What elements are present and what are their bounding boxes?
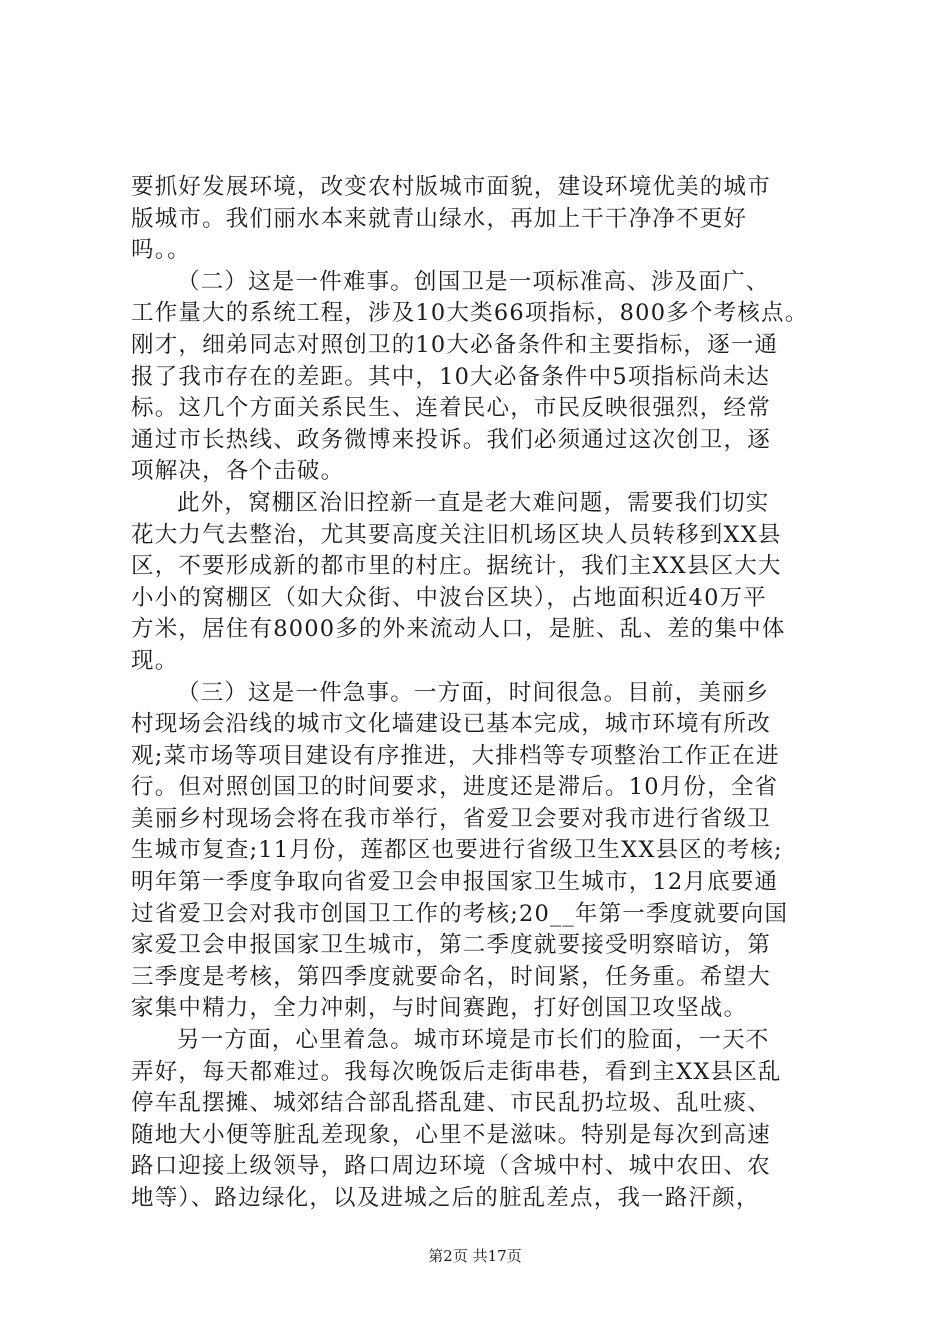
text-line: 家集中精力，全力冲刺，与时间赛跑，打好创国卫攻坚战。 (131, 995, 748, 1022)
text-line: 另一方面，心里着急。城市环境是市长们的脸面，一天不 (177, 1027, 770, 1054)
text-line: 村现场会沿线的城市文化墙建设已基本完成，城市环境有所改 (131, 711, 771, 738)
text-line: 弄好，每天都难过。我每次晚饭后走街串巷，看到主XX县区乱 (131, 1058, 782, 1085)
text-line: 地等）、路边绿化，以及进城之后的脏乱差点，我一路汗颜， (131, 1185, 760, 1211)
document-body (131, 172, 846, 1215)
text-line: 通过市长热线、政务微博来投诉。我们必须通过这次创卫，逐 (131, 426, 771, 453)
text-line: 家爱卫会申报国家卫生城市，第二季度就要接受明察暗访，第 (131, 932, 771, 959)
text-line: 随地大小便等脏乱差现象，心里不是滋味。特别是每次到高速 (131, 1121, 771, 1148)
text-line: 报了我市存在的差距。其中，10大必备条件中5项指标尚未达 (131, 363, 771, 390)
text-line: 路口迎接上级领导，路口周边环境（含城中村、城中农田、农 (131, 1153, 771, 1180)
text-line: 方米，居住有8000多的外来流动人口，是脏、乱、差的集中体 (131, 616, 786, 643)
text-line: 停车乱摆摊、城郊结合部乱搭乱建、市民乱扔垃圾、乱吐痰、 (131, 1090, 771, 1117)
text-line: 过省爱卫会对我市创国卫工作的考核;20__年第一季度就要向国 (131, 900, 789, 927)
text-line: 区，不要形成新的都市里的村庄。据统计，我们主XX县区大大 (131, 553, 782, 580)
text-line: 此外，窝棚区治旧控新一直是老大难问题，需要我们切实 (177, 489, 770, 516)
text-line: 生城市复查;11月份，莲都区也要进行省级卫生XX县区的考核; (131, 837, 783, 864)
text-line: 要抓好发展环境，改变农村版城市面貌，建设环境优美的城市 (131, 174, 771, 200)
text-line: （二）这是一件难事。创国卫是一项标准高、涉及面广、 (177, 268, 770, 295)
text-line: 现。 (131, 647, 179, 674)
text-line: （三）这是一件急事。一方面，时间很急。目前，美丽乡 (177, 679, 770, 706)
text-line: 美丽乡村现场会将在我市举行，省爱卫会要对我市进行省级卫 (131, 805, 771, 832)
text-line: 刚才，细弟同志对照创卫的10大必备条件和主要指标，逐一通 (131, 331, 779, 358)
text-line: 观;菜市场等项目建设有序推进，大排档等专项整治工作正在进 (131, 742, 780, 769)
text-line: 版城市。我们丽水本来就青山绿水，再加上干干净净不更好 (131, 205, 748, 232)
text-line: 小小的窝棚区（如大众街、中波台区块），占地面积近40万平 (131, 584, 767, 611)
text-line: 三季度是考核，第四季度就要命名，时间紧，任务重。希望大 (131, 963, 771, 990)
page-footer: 第2页 共17页 (428, 1247, 522, 1265)
text-line: 标。这几个方面关系民生、连着民心，市民反映很强烈，经常 (131, 395, 771, 422)
text-line: 吗。。 (131, 237, 191, 264)
text-line: 行。但对照创国卫的时间要求，进度还是滞后。10月份，全省 (131, 774, 779, 801)
text-line: 明年第一季度争取向省爱卫会申报国家卫生城市，12月底要通 (131, 869, 779, 896)
text-line: 项解决，各个击破。 (131, 458, 345, 485)
text-line: 工作量大的系统工程，涉及10大类66项指标，800多个考核点。 (131, 300, 809, 327)
text-line: 花大力气去整治，尤其要高度关注旧机场区块人员转移到XX县 (131, 521, 782, 548)
